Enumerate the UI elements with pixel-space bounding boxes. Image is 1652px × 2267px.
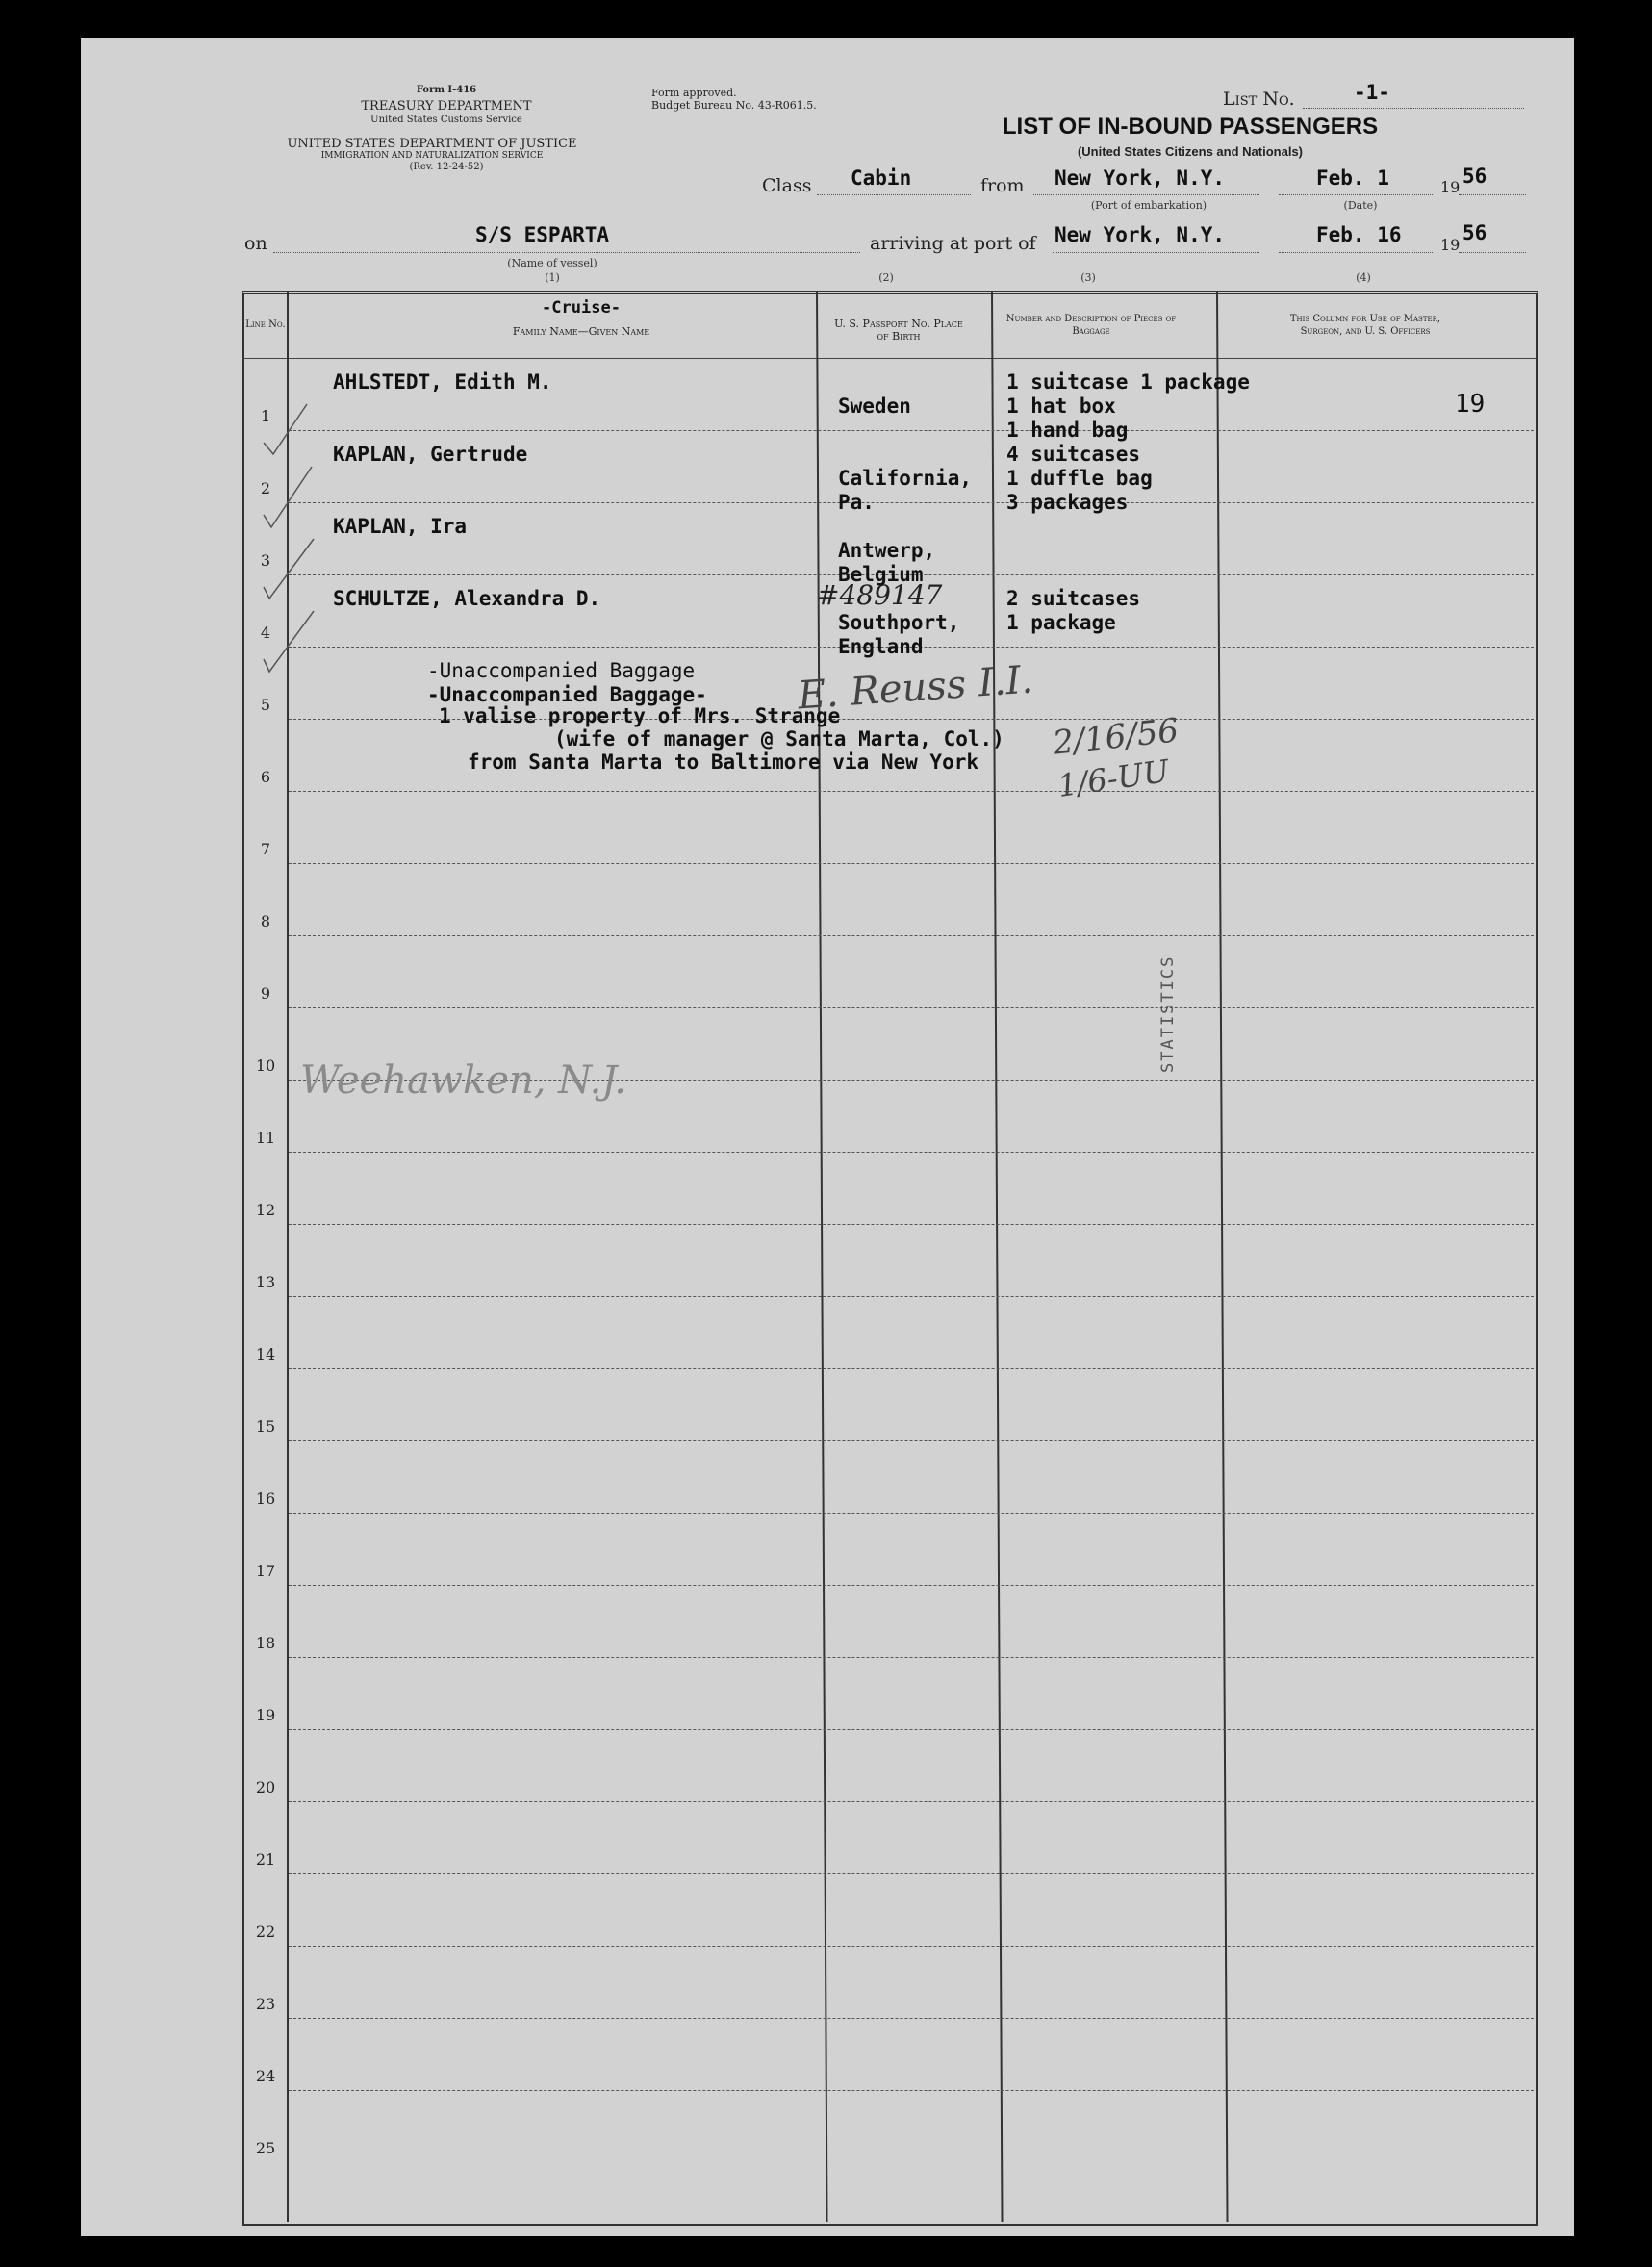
- passenger-2-baggage-1: 4 suitcases: [1006, 443, 1141, 466]
- vessel-caption: (Name of vessel): [507, 257, 597, 269]
- line-number: 12: [255, 1201, 276, 1219]
- passenger-4-birthplace-2: England: [838, 635, 924, 658]
- line-number: 3: [260, 551, 271, 570]
- form-subtitle: (United States Citizens and Nationals): [1077, 144, 1304, 159]
- line-number: 23: [255, 1995, 276, 2013]
- passenger-2-baggage-2: 1 duffle bag: [1006, 467, 1153, 490]
- passenger-1-birthplace: Sweden: [838, 395, 911, 418]
- col-name: Family Name—Given Name: [512, 325, 650, 338]
- row-rule: [289, 1585, 1534, 1586]
- class-value: Cabin: [851, 166, 912, 190]
- from-underline: [1033, 194, 1259, 195]
- row-rule: [289, 1657, 1534, 1658]
- note-1: -Unaccompanied Baggage: [427, 659, 696, 682]
- note-5: from Santa Marta to Baltimore via New York: [468, 751, 979, 774]
- weehawken-note: Weehawken, N.J.: [300, 1058, 626, 1103]
- row-rule: [289, 2018, 1534, 2019]
- line-number: 16: [255, 1490, 276, 1508]
- line-number: 18: [255, 1634, 276, 1652]
- passenger-list-form: [81, 38, 1574, 2236]
- passenger-1-name: AHLSTEDT, Edith M.: [333, 370, 552, 394]
- list-no-value: -1-: [1354, 81, 1390, 104]
- justice-dept: UNITED STATES DEPARTMENT OF JUSTICE: [287, 137, 577, 151]
- col-line-no: Line No.: [245, 319, 286, 330]
- line-number: 1: [260, 407, 271, 425]
- line-number: 4: [260, 624, 271, 642]
- from-label: from: [980, 175, 1025, 196]
- passenger-4-baggage-2: 1 package: [1006, 611, 1116, 634]
- form-title: LIST OF IN-BOUND PASSENGERS: [1002, 114, 1379, 140]
- passenger-2-name: KAPLAN, Gertrude: [333, 443, 528, 466]
- arrival-port-underline: [1053, 252, 1259, 253]
- line-number: 5: [260, 696, 271, 714]
- row-rule: [289, 1801, 1534, 1802]
- line-number: 11: [255, 1129, 276, 1147]
- budget-bureau: Budget Bureau No. 43-R061.5.: [651, 99, 817, 112]
- passenger-1-baggage-2: 1 hat box: [1006, 395, 1116, 418]
- row-rule: [289, 502, 1534, 503]
- arrival-year-underline: [1459, 252, 1526, 253]
- form-number: Form I-416: [416, 85, 477, 95]
- line-number: 24: [255, 2067, 276, 2085]
- col-officers: This Column for Use of Master, Surgeon, and U. S. Officers: [1289, 314, 1441, 337]
- note-2: -Unaccompanied Baggage-: [427, 683, 707, 706]
- passenger-4-passport: #489147: [817, 579, 943, 611]
- signature: E. Reuss I.I.: [796, 657, 1035, 719]
- class-underline: [817, 194, 971, 195]
- note-4: (wife of manager @ Santa Marta, Col.): [554, 727, 1004, 751]
- row-rule: [289, 2090, 1534, 2091]
- passenger-2-birthplace-2: Pa.: [838, 491, 875, 514]
- vessel-name: S/S ESPARTA: [475, 223, 610, 246]
- arrival-date-col-number: (4): [1356, 271, 1371, 284]
- passenger-3-birthplace-2: Belgium: [838, 563, 924, 586]
- passenger-2-birthplace: California,: [838, 467, 973, 490]
- row-rule: [289, 1152, 1534, 1153]
- line-number: 9: [260, 984, 271, 1003]
- check-marks: [254, 385, 341, 702]
- row-rule: [289, 1729, 1534, 1730]
- passenger-4-birthplace: Southport,: [838, 611, 960, 634]
- class-label: Class: [762, 175, 812, 196]
- year-prefix: 19: [1440, 178, 1461, 196]
- date-underline: [1279, 194, 1433, 195]
- passenger-3-name: KAPLAN, Ira: [333, 515, 468, 538]
- line-number: 17: [255, 1562, 276, 1580]
- port-embarkation-caption: (Port of embarkation): [1090, 199, 1207, 212]
- row-rule: [289, 1513, 1534, 1514]
- arriving-label: arriving at port of: [870, 233, 1036, 254]
- vessel-col-number: (1): [545, 271, 560, 284]
- list-no-underline: [1303, 108, 1524, 109]
- row-rule: [289, 1296, 1534, 1297]
- form-approved: Form approved.: [651, 87, 737, 99]
- officer-count: 19: [1455, 390, 1486, 419]
- arrival-port: New York, N.Y.: [1055, 223, 1226, 246]
- passenger-4-name: SCHULTZE, Alexandra D.: [333, 587, 601, 610]
- line-number: 6: [260, 768, 271, 786]
- passenger-4-baggage-1: 2 suitcases: [1006, 587, 1141, 610]
- row-rule: [289, 791, 1534, 792]
- arrival-year: 56: [1462, 221, 1487, 244]
- departure-port: New York, N.Y.: [1055, 166, 1226, 190]
- revision: (Rev. 12-24-52): [409, 162, 484, 172]
- line-number: 15: [255, 1417, 276, 1436]
- passenger-1-baggage-3: 1 hand bag: [1006, 419, 1129, 442]
- treasury-dept: TREASURY DEPARTMENT: [361, 99, 532, 114]
- col-passport: U. S. Passport No. Place of Birth: [834, 318, 963, 343]
- line-number: 22: [255, 1923, 276, 1941]
- note-3: 1 valise property of Mrs. Strange: [439, 704, 841, 727]
- row-rule: [289, 1224, 1534, 1225]
- arriving-col-number: (2): [878, 271, 894, 284]
- header-rule: [242, 358, 1536, 359]
- line-number: 10: [255, 1057, 276, 1075]
- list-no-label: List No.: [1223, 89, 1295, 110]
- row-rule: [289, 1368, 1534, 1369]
- vessel-underline: [273, 252, 860, 253]
- arrival-date-underline: [1279, 252, 1433, 253]
- departure-date: Feb. 1: [1316, 166, 1389, 190]
- handwritten-date: 2/16/56: [1051, 711, 1181, 763]
- row-rule: [289, 1440, 1534, 1441]
- col-baggage: Number and Description of Pieces of Baggage: [1005, 314, 1177, 337]
- row-rule: [289, 1007, 1534, 1008]
- line-number: 20: [255, 1778, 276, 1796]
- customs-service: United States Customs Service: [370, 115, 522, 125]
- passenger-1-baggage-1: 1 suitcase 1 package: [1006, 370, 1250, 394]
- line-number: 8: [260, 912, 271, 930]
- row-rule: [289, 863, 1534, 864]
- line-number: 14: [255, 1345, 276, 1363]
- passenger-2-baggage-3: 3 packages: [1006, 491, 1129, 514]
- row-rule: [289, 430, 1534, 431]
- line-number: 2: [260, 479, 271, 497]
- cruise-label: -Cruise-: [542, 298, 621, 318]
- date-caption: (Date): [1343, 199, 1378, 212]
- arrival-date: Feb. 16: [1316, 223, 1402, 246]
- line-number: 21: [255, 1850, 276, 1869]
- row-rule: [289, 1873, 1534, 1874]
- departure-year: 56: [1462, 165, 1487, 188]
- line-number: 25: [255, 2139, 276, 2157]
- on-label: on: [244, 233, 267, 254]
- row-rule: [289, 1946, 1534, 1947]
- statistics-stamp: STATISTICS: [1158, 955, 1178, 1073]
- year-underline: [1459, 194, 1526, 195]
- line-number: 7: [260, 840, 271, 858]
- line-number: 19: [255, 1706, 276, 1724]
- arrival-year-prefix: 19: [1440, 236, 1461, 254]
- row-rule: [289, 935, 1534, 936]
- arrival-port-col-number: (3): [1080, 271, 1096, 284]
- line-number: 13: [255, 1273, 276, 1291]
- ins-service: IMMIGRATION AND NATURALIZATION SERVICE: [320, 151, 544, 161]
- passenger-3-birthplace: Antwerp,: [838, 539, 936, 562]
- handwritten-initials: 1/6-UU: [1055, 752, 1172, 804]
